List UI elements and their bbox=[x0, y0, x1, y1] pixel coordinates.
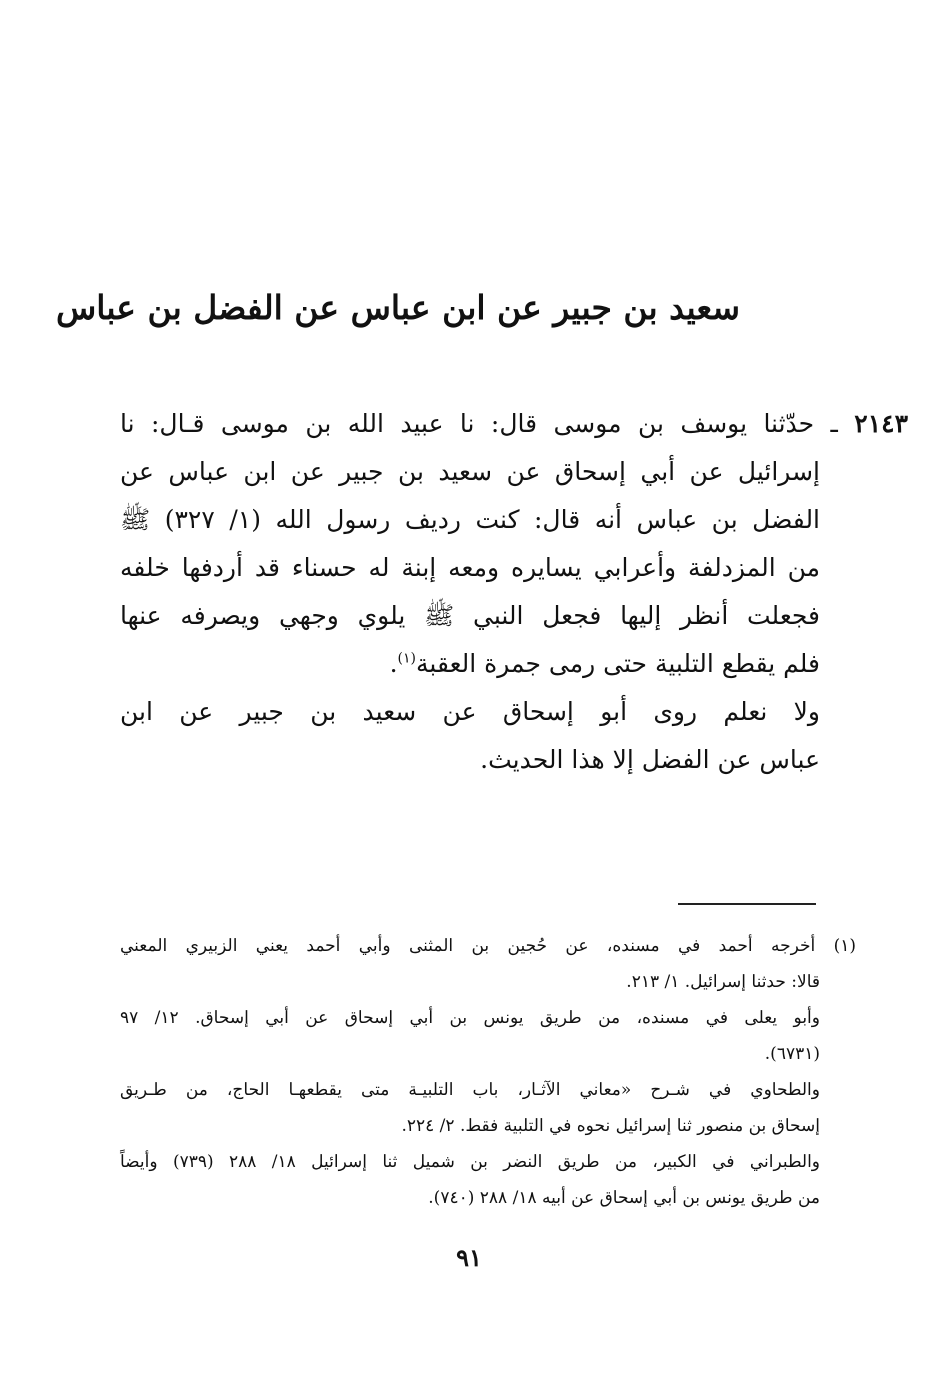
footnote-line: (١) أخرجه أحمد في مسنده، عن حُجين بن المثنى وأبي أحمد يعني الزبيري المعني bbox=[120, 936, 856, 956]
footnote-divider bbox=[678, 903, 816, 905]
hadith-number: ٢١٤٣ bbox=[854, 409, 908, 438]
comment-paragraph bbox=[120, 688, 820, 784]
footnote-line: والطبراني في الكبير، من طريق النضر بن شميل ثنا إسرائيل ١٨/ ٢٨٨ (٧٣٩) وأيضاً bbox=[120, 1152, 821, 1172]
hadith-line-2: إسرائيل عن أبي إسحاق عن سعيد بن جبير عن ابن عباس عن bbox=[120, 457, 820, 486]
footnote-line: (٦٧٣١). bbox=[764, 1044, 820, 1064]
footnote-marker[interactable]: (١) bbox=[397, 650, 416, 667]
hadith-line-1 bbox=[120, 400, 908, 448]
page-number: ٩١ bbox=[456, 1243, 482, 1272]
comment-line-2: عباس عن الفضل إلا هذا الحديث. bbox=[480, 745, 820, 774]
comment-line-1: ولا نعلم روى أبو إسحاق عن سعيد بن جبير عن ابن bbox=[120, 697, 820, 726]
footnotes bbox=[120, 928, 856, 1216]
hadith-line-5: فجعلت أنظر إليها فجعل النبي ﷺ يلوي وجهي ويصرفه عنها bbox=[120, 601, 820, 630]
footnote-line: من طريق يونس بن أبي إسحاق عن أبيه ١٨/ ٢٨٨ (٧٤٠). bbox=[428, 1188, 820, 1208]
footnote-line: إسحاق بن منصور ثنا إسرائيل نحوه في التلبية فقط. ٢/ ٢٢٤. bbox=[401, 1116, 820, 1136]
hadith-end-mark: . bbox=[389, 649, 398, 678]
chapter-title: سعيد بن جبير عن ابن عباس عن الفضل بن عباس bbox=[56, 288, 740, 327]
footnote-line: وأبو يعلى في مسنده، من طريق يونس بن أبي إسحاق عن أبي إسحاق. ١٢/ ٩٧ bbox=[120, 1008, 820, 1028]
hadith-line-6 bbox=[120, 640, 820, 688]
hadith-line-6-text: فلم يقطع التلبية حتى رمى جمرة العقبة bbox=[416, 649, 820, 678]
footnote-line: قالا: حدثنا إسرائيل. ١/ ٢١٣. bbox=[626, 972, 820, 992]
hadith-line-4: من المزدلفة وأعرابي يسايره ومعه إبنة له حسناء قد أردفها خلفه bbox=[120, 553, 820, 582]
hadith-line-3: الفضل بن عباس أنه قال: كنت رديف رسول الله (١/ ٣٢٧) ﷺ bbox=[120, 505, 821, 534]
hadith-text bbox=[120, 400, 908, 688]
hadith-line-1-text: ـ حدّثنا يوسف بن موسى قال: نا عبيد الله بن موسى قـال: نا bbox=[120, 409, 838, 438]
footnote-line: والطحاوي في شـرح «معاني الآثـار، باب التلبيـة متى يقطعهـا الحاج، من طـريق bbox=[120, 1080, 820, 1100]
